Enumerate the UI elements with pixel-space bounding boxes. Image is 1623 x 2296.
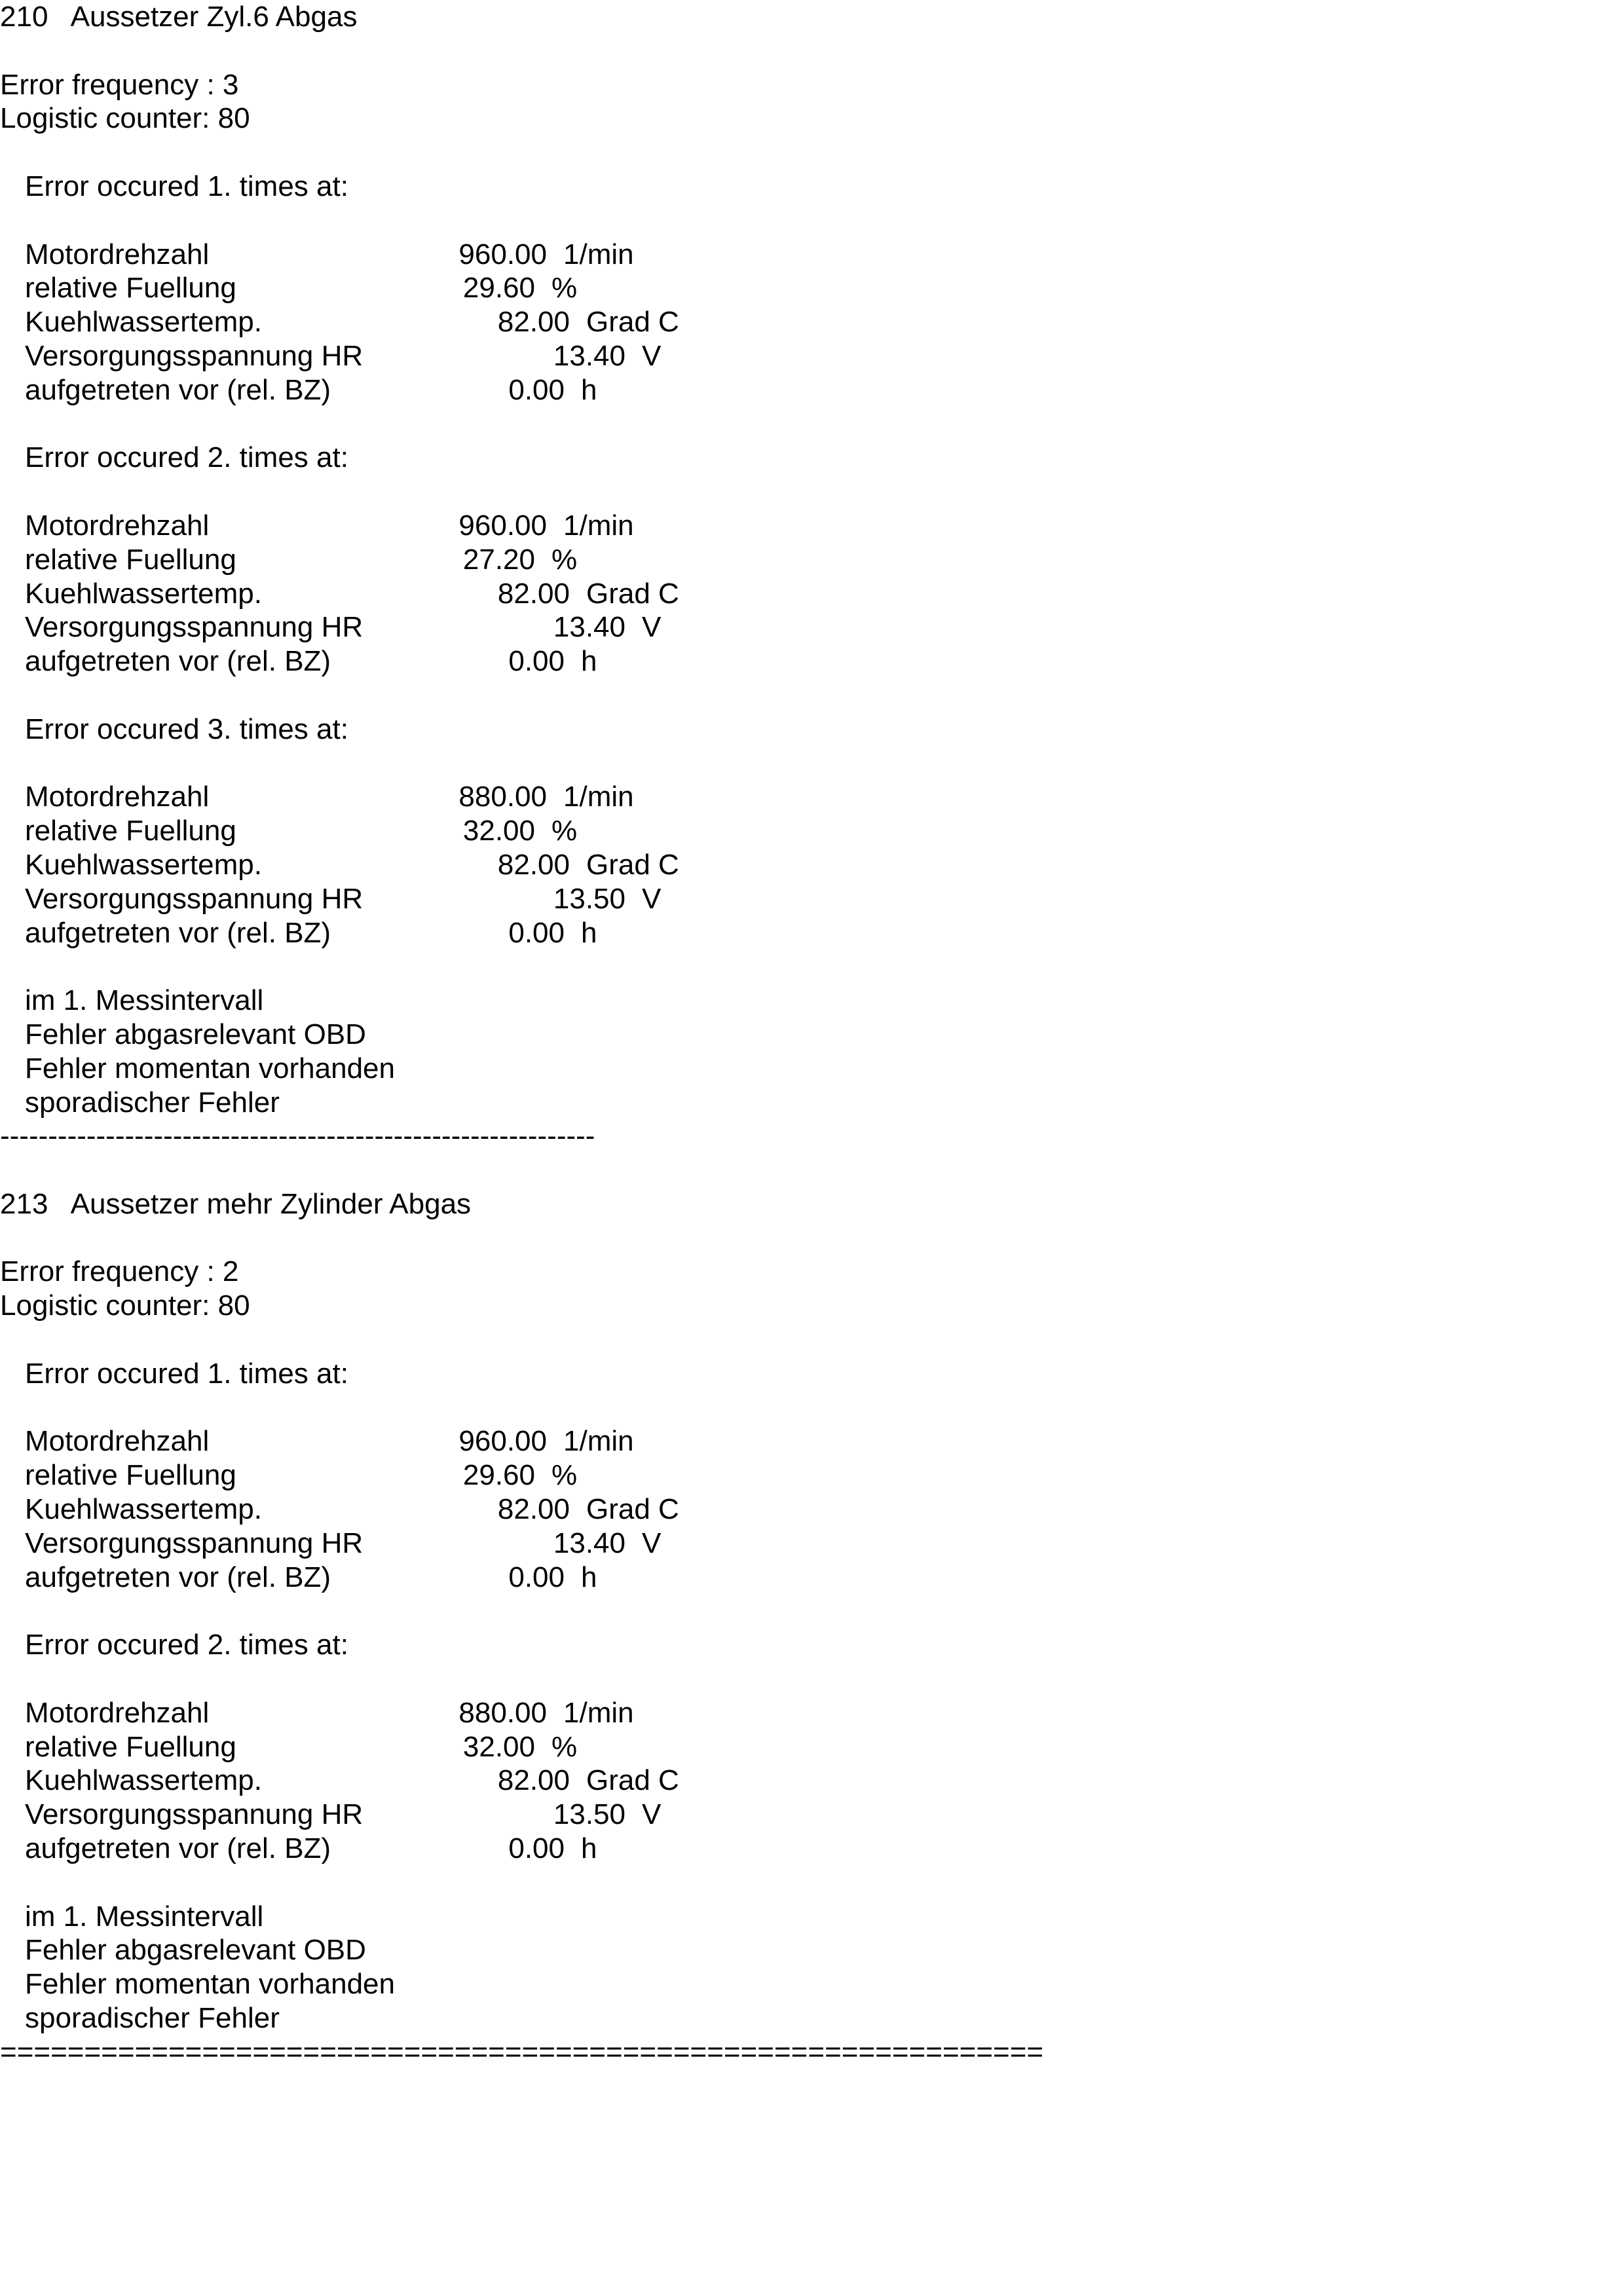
freeze-frame-label: Kuehlwassertemp. [25, 1493, 262, 1526]
freeze-frame-value: 880.00 [458, 1696, 547, 1729]
freeze-frame-unit: V [642, 882, 662, 915]
freeze-frame-label: Motordrehzahl [25, 781, 210, 813]
freeze-frame-row [0, 543, 1623, 577]
freeze-frame-row [0, 1730, 1623, 1764]
blank-line [0, 1391, 1623, 1425]
blank-line [0, 34, 1623, 68]
freeze-frame-label: Versorgungsspannung HR [25, 1798, 364, 1831]
freeze-frame-value: 960.00 [458, 509, 547, 542]
freeze-frame-label: Versorgungsspannung HR [25, 1527, 364, 1559]
freeze-frame-label: Versorgungsspannung HR [25, 611, 364, 644]
freeze-frame-row [0, 1458, 1623, 1492]
freeze-frame-value: 82.00 [497, 1764, 570, 1797]
freeze-frame-value: 0.00 [508, 1561, 565, 1593]
freeze-frame-unit: 1/min [563, 781, 634, 813]
blank-line [0, 747, 1623, 781]
blank-line [0, 678, 1623, 713]
freeze-frame-row [0, 509, 1623, 543]
freeze-frame-value: 82.00 [497, 848, 570, 881]
freeze-frame-unit: 1/min [563, 509, 634, 542]
freeze-frame-value: 82.00 [497, 577, 570, 610]
freeze-frame-unit: h [581, 645, 597, 678]
logistic-counter: Logistic counter: 80 [0, 1289, 250, 1322]
status-note: im 1. Messintervall [25, 984, 264, 1017]
freeze-frame-value: 13.40 [553, 1527, 625, 1559]
blank-line [0, 1662, 1623, 1696]
freeze-frame-label: Versorgungsspannung HR [25, 882, 364, 915]
freeze-frame-value: 32.00 [462, 1730, 535, 1763]
freeze-frame-unit: 1/min [563, 1425, 634, 1458]
freeze-frame-value: 960.00 [458, 238, 547, 270]
status-note: sporadischer Fehler [25, 1086, 280, 1119]
freeze-frame-row [0, 882, 1623, 916]
freeze-frame-unit: % [551, 543, 578, 576]
status-note: Fehler abgasrelevant OBD [25, 1934, 366, 1967]
freeze-frame-label: aufgetreten vor (rel. BZ) [25, 373, 331, 406]
freeze-frame-label: aufgetreten vor (rel. BZ) [25, 645, 331, 678]
freeze-frame-value: 0.00 [508, 645, 565, 678]
freeze-frame-unit: Grad C [586, 1764, 679, 1797]
freeze-frame-row [0, 238, 1623, 272]
freeze-frame-row [0, 644, 1623, 678]
freeze-frame-row [0, 1798, 1623, 1832]
freeze-frame-row [0, 1696, 1623, 1730]
freeze-frame-unit: V [642, 611, 662, 644]
freeze-frame-value: 960.00 [458, 1425, 547, 1458]
freeze-frame-row [0, 1764, 1623, 1798]
freeze-frame-value: 0.00 [508, 916, 565, 949]
freeze-frame-label: Motordrehzahl [25, 238, 210, 270]
blank-line [0, 1153, 1623, 1187]
freeze-frame-value: 82.00 [497, 306, 570, 339]
status-note: Fehler momentan vorhanden [25, 1052, 395, 1084]
freeze-frame-label: Motordrehzahl [25, 1425, 210, 1458]
freeze-frame-value: 13.40 [553, 611, 625, 644]
freeze-frame-row [0, 1832, 1623, 1866]
freeze-frame-label: aufgetreten vor (rel. BZ) [25, 1561, 331, 1593]
freeze-frame-unit: % [551, 1730, 578, 1763]
freeze-frame-label: relative Fuellung [25, 272, 236, 305]
fault-title-line [0, 1187, 1623, 1221]
occurrence-heading: Error occured 1. times at: [25, 1357, 348, 1390]
freeze-frame-value: 880.00 [458, 781, 547, 813]
status-note: im 1. Messintervall [25, 1900, 264, 1933]
separator-line: -------------------------------------------------------------- [0, 1120, 595, 1153]
status-note: Fehler momentan vorhanden [25, 1968, 395, 2001]
fault-code: 210 [0, 1, 48, 33]
blank-line [0, 1594, 1623, 1628]
freeze-frame-unit: Grad C [586, 306, 679, 339]
blank-line [0, 204, 1623, 238]
freeze-frame-value: 13.50 [553, 1798, 625, 1831]
freeze-frame-label: aufgetreten vor (rel. BZ) [25, 1832, 331, 1865]
freeze-frame-row [0, 271, 1623, 305]
freeze-frame-value: 0.00 [508, 373, 565, 406]
freeze-frame-row [0, 848, 1623, 882]
freeze-frame-value: 0.00 [508, 1832, 565, 1865]
error-frequency: Error frequency : 3 [0, 68, 239, 101]
error-frequency: Error frequency : 2 [0, 1255, 239, 1288]
occurrence-heading: Error occured 2. times at: [25, 1629, 348, 1661]
freeze-frame-row [0, 339, 1623, 373]
freeze-frame-label: Kuehlwassertemp. [25, 1764, 262, 1797]
freeze-frame-row [0, 373, 1623, 407]
freeze-frame-value: 29.60 [462, 272, 535, 305]
fault-title-line [0, 0, 1623, 34]
freeze-frame-unit: Grad C [586, 848, 679, 881]
freeze-frame-value: 13.50 [553, 882, 625, 915]
blank-line [0, 950, 1623, 984]
fault-code: 213 [0, 1187, 48, 1220]
blank-line [0, 136, 1623, 170]
separator-line: ============================================================== [0, 2035, 1044, 2068]
freeze-frame-unit: h [581, 373, 597, 406]
freeze-frame-label: Kuehlwassertemp. [25, 577, 262, 610]
freeze-frame-value: 29.60 [462, 1459, 535, 1492]
logistic-counter: Logistic counter: 80 [0, 102, 250, 135]
freeze-frame-row [0, 610, 1623, 644]
freeze-frame-label: Motordrehzahl [25, 509, 210, 542]
blank-line [0, 1221, 1623, 1255]
freeze-frame-unit: V [642, 339, 662, 372]
freeze-frame-row [0, 1492, 1623, 1527]
blank-line [0, 1323, 1623, 1357]
freeze-frame-label: relative Fuellung [25, 1459, 236, 1492]
occurrence-heading: Error occured 3. times at: [25, 713, 348, 745]
freeze-frame-label: Kuehlwassertemp. [25, 848, 262, 881]
freeze-frame-unit: V [642, 1527, 662, 1559]
freeze-frame-label: aufgetreten vor (rel. BZ) [25, 916, 331, 949]
occurrence-heading: Error occured 1. times at: [25, 170, 348, 202]
freeze-frame-row [0, 1527, 1623, 1561]
freeze-frame-row [0, 1424, 1623, 1458]
blank-line [0, 475, 1623, 509]
freeze-frame-row [0, 1561, 1623, 1595]
occurrence-heading: Error occured 2. times at: [25, 441, 348, 474]
fault-title: Aussetzer Zyl.6 Abgas [70, 1, 358, 33]
freeze-frame-label: relative Fuellung [25, 815, 236, 847]
freeze-frame-value: 32.00 [462, 815, 535, 847]
freeze-frame-unit: h [581, 1832, 597, 1865]
blank-line [0, 407, 1623, 441]
freeze-frame-unit: h [581, 1561, 597, 1593]
freeze-frame-label: Versorgungsspannung HR [25, 339, 364, 372]
freeze-frame-label: Motordrehzahl [25, 1696, 210, 1729]
freeze-frame-value: 82.00 [497, 1493, 570, 1526]
freeze-frame-row [0, 780, 1623, 814]
freeze-frame-unit: Grad C [586, 577, 679, 610]
status-note: sporadischer Fehler [25, 2002, 280, 2035]
freeze-frame-row [0, 814, 1623, 848]
freeze-frame-value: 27.20 [462, 543, 535, 576]
freeze-frame-unit: % [551, 272, 578, 305]
freeze-frame-unit: h [581, 916, 597, 949]
fault-title: Aussetzer mehr Zylinder Abgas [70, 1187, 472, 1220]
freeze-frame-row [0, 305, 1623, 339]
freeze-frame-label: Kuehlwassertemp. [25, 306, 262, 339]
freeze-frame-value: 13.40 [553, 339, 625, 372]
freeze-frame-row [0, 916, 1623, 950]
freeze-frame-label: relative Fuellung [25, 1730, 236, 1763]
freeze-frame-unit: % [551, 1459, 578, 1492]
blank-line [0, 1866, 1623, 1900]
status-note: Fehler abgasrelevant OBD [25, 1018, 366, 1050]
freeze-frame-row [0, 577, 1623, 611]
freeze-frame-unit: % [551, 815, 578, 847]
freeze-frame-unit: 1/min [563, 1696, 634, 1729]
freeze-frame-unit: 1/min [563, 238, 634, 270]
freeze-frame-label: relative Fuellung [25, 543, 236, 576]
freeze-frame-unit: Grad C [586, 1493, 679, 1526]
freeze-frame-unit: V [642, 1798, 662, 1831]
